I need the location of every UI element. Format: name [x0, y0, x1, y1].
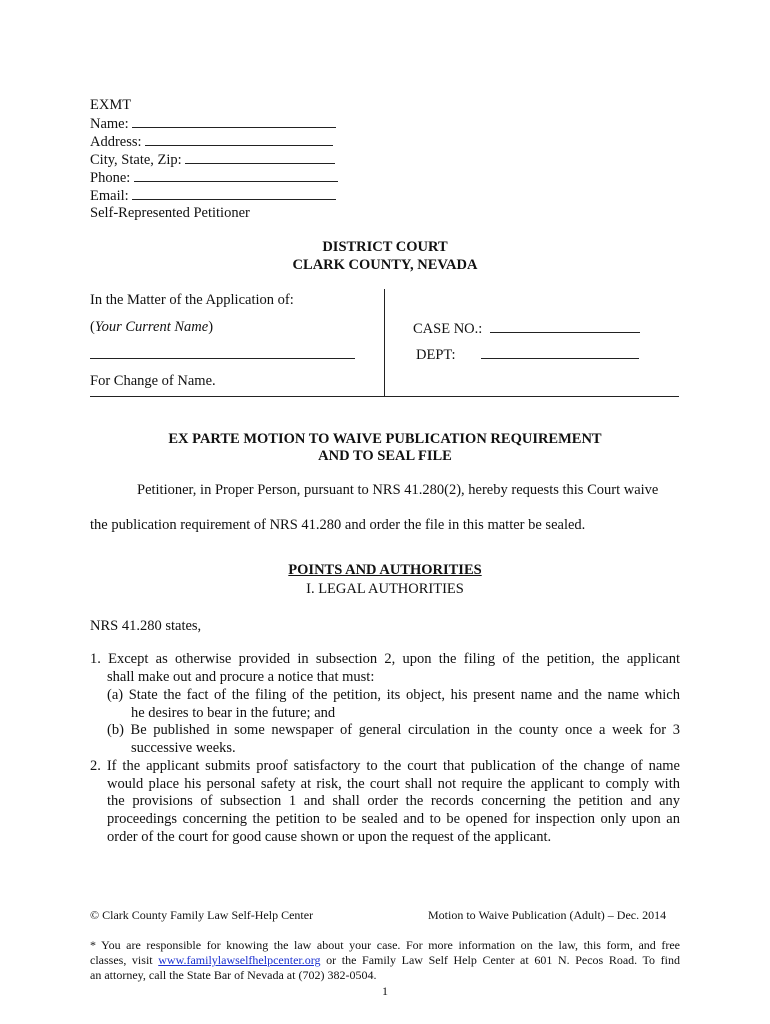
- page-number: 1: [382, 984, 388, 998]
- motion-title-line2: AND TO SEAL FILE: [318, 448, 452, 464]
- intro-line2: the publication requirement of NRS 41.280 and order the file in this matter be sealed.: [90, 517, 586, 533]
- matter-label: In the Matter of the Application of:: [90, 292, 294, 308]
- item1a-line1: (a) State the fact of the filing of the petition, its object, his present name and the name which: [107, 687, 680, 703]
- footer-note-line3: an attorney, call the State Bar of Nevada at (702) 382-0504.: [90, 968, 377, 982]
- city-field[interactable]: [185, 150, 335, 164]
- current-name-line: (Your Current Name): [90, 319, 214, 335]
- footer-copyright: © Clark County Family Law Self-Help Center: [90, 908, 314, 922]
- item1-line2: shall make out and procure a notice that must:: [107, 669, 375, 685]
- current-name-label: Your Current Name: [94, 319, 209, 335]
- help-center-link[interactable]: www.familylawselfhelpcenter.org: [158, 953, 321, 967]
- caption-divider: [384, 289, 385, 396]
- petitioner-role: Self-Represented Petitioner: [90, 205, 250, 221]
- statute-intro: NRS 41.280 states,: [90, 618, 202, 634]
- item2-line2: would place his personal safety at risk, the court shall not require the applicant to comply with: [107, 776, 680, 792]
- address-field[interactable]: [145, 132, 333, 146]
- court-county: CLARK COUNTY, NEVADA: [292, 257, 478, 273]
- dept-field[interactable]: [481, 345, 639, 359]
- case-no-line: [413, 319, 640, 338]
- doc-code: EXMT: [90, 97, 132, 113]
- name-label: Name:: [90, 116, 129, 132]
- dept-label: DEPT:: [416, 347, 456, 363]
- city-line: [90, 150, 335, 169]
- change-of-name-label: For Change of Name.: [90, 373, 216, 389]
- footer-note-suffix: or the Family Law Self Help Center at 601 N. Pecos Road. To find: [320, 953, 680, 967]
- phone-line: [90, 168, 338, 187]
- phone-label: Phone:: [90, 170, 131, 186]
- footer-note-line1: * You are responsible for knowing the law about your case. For more information on the law, this form, and free: [90, 938, 680, 952]
- email-label: Email:: [90, 188, 129, 204]
- name-field[interactable]: [132, 114, 336, 128]
- case-no-label: CASE NO.:: [413, 321, 483, 337]
- legal-authorities-heading: I. LEGAL AUTHORITIES: [306, 581, 464, 597]
- points-heading: POINTS AND AUTHORITIES: [288, 562, 482, 578]
- item2-line1: 2. If the applicant submits proof satisfactory to the court that publication of the change of name: [90, 758, 680, 774]
- city-label: City, State, Zip:: [90, 152, 182, 168]
- caption-bottom-rule: [90, 396, 679, 397]
- intro-line1: Petitioner, in Proper Person, pursuant to NRS 41.280(2), hereby requests this Court waive: [137, 482, 659, 498]
- name-entry-field[interactable]: [90, 358, 355, 359]
- footer-note-line2: [90, 953, 680, 968]
- motion-title-line1: EX PARTE MOTION TO WAIVE PUBLICATION REQUIREMENT: [168, 431, 602, 447]
- footer-note-prefix: classes, visit: [90, 953, 159, 967]
- item1b-line1: (b) Be published in some newspaper of general circulation in the county once a week for 3: [107, 722, 680, 738]
- case-no-field[interactable]: [490, 319, 640, 333]
- item1b-line2: successive weeks.: [131, 740, 236, 756]
- email-line: [90, 186, 336, 205]
- footer-form-title: Motion to Waive Publication (Adult) – Dec. 2014: [428, 908, 667, 922]
- item1a-line2: he desires to bear in the future; and: [131, 705, 336, 721]
- address-line: [90, 132, 333, 151]
- dept-line: [416, 345, 639, 364]
- address-label: Address:: [90, 134, 142, 150]
- court-name: DISTRICT COURT: [322, 239, 448, 255]
- item2-line3: the provisions of subsection 1 and shall order the records concerning the petition and any: [107, 793, 680, 809]
- phone-field[interactable]: [134, 168, 338, 182]
- name-line: [90, 114, 336, 133]
- item2-line4: proceedings concerning the petition to be sealed and to be opened for inspection only upon an: [107, 811, 680, 827]
- email-field[interactable]: [132, 186, 336, 200]
- item1-line1: 1. Except as otherwise provided in subsection 2, upon the filing of the petition, the applicant: [90, 651, 680, 667]
- item2-line5: order of the court for good cause shown or upon the request of the applicant.: [107, 829, 552, 845]
